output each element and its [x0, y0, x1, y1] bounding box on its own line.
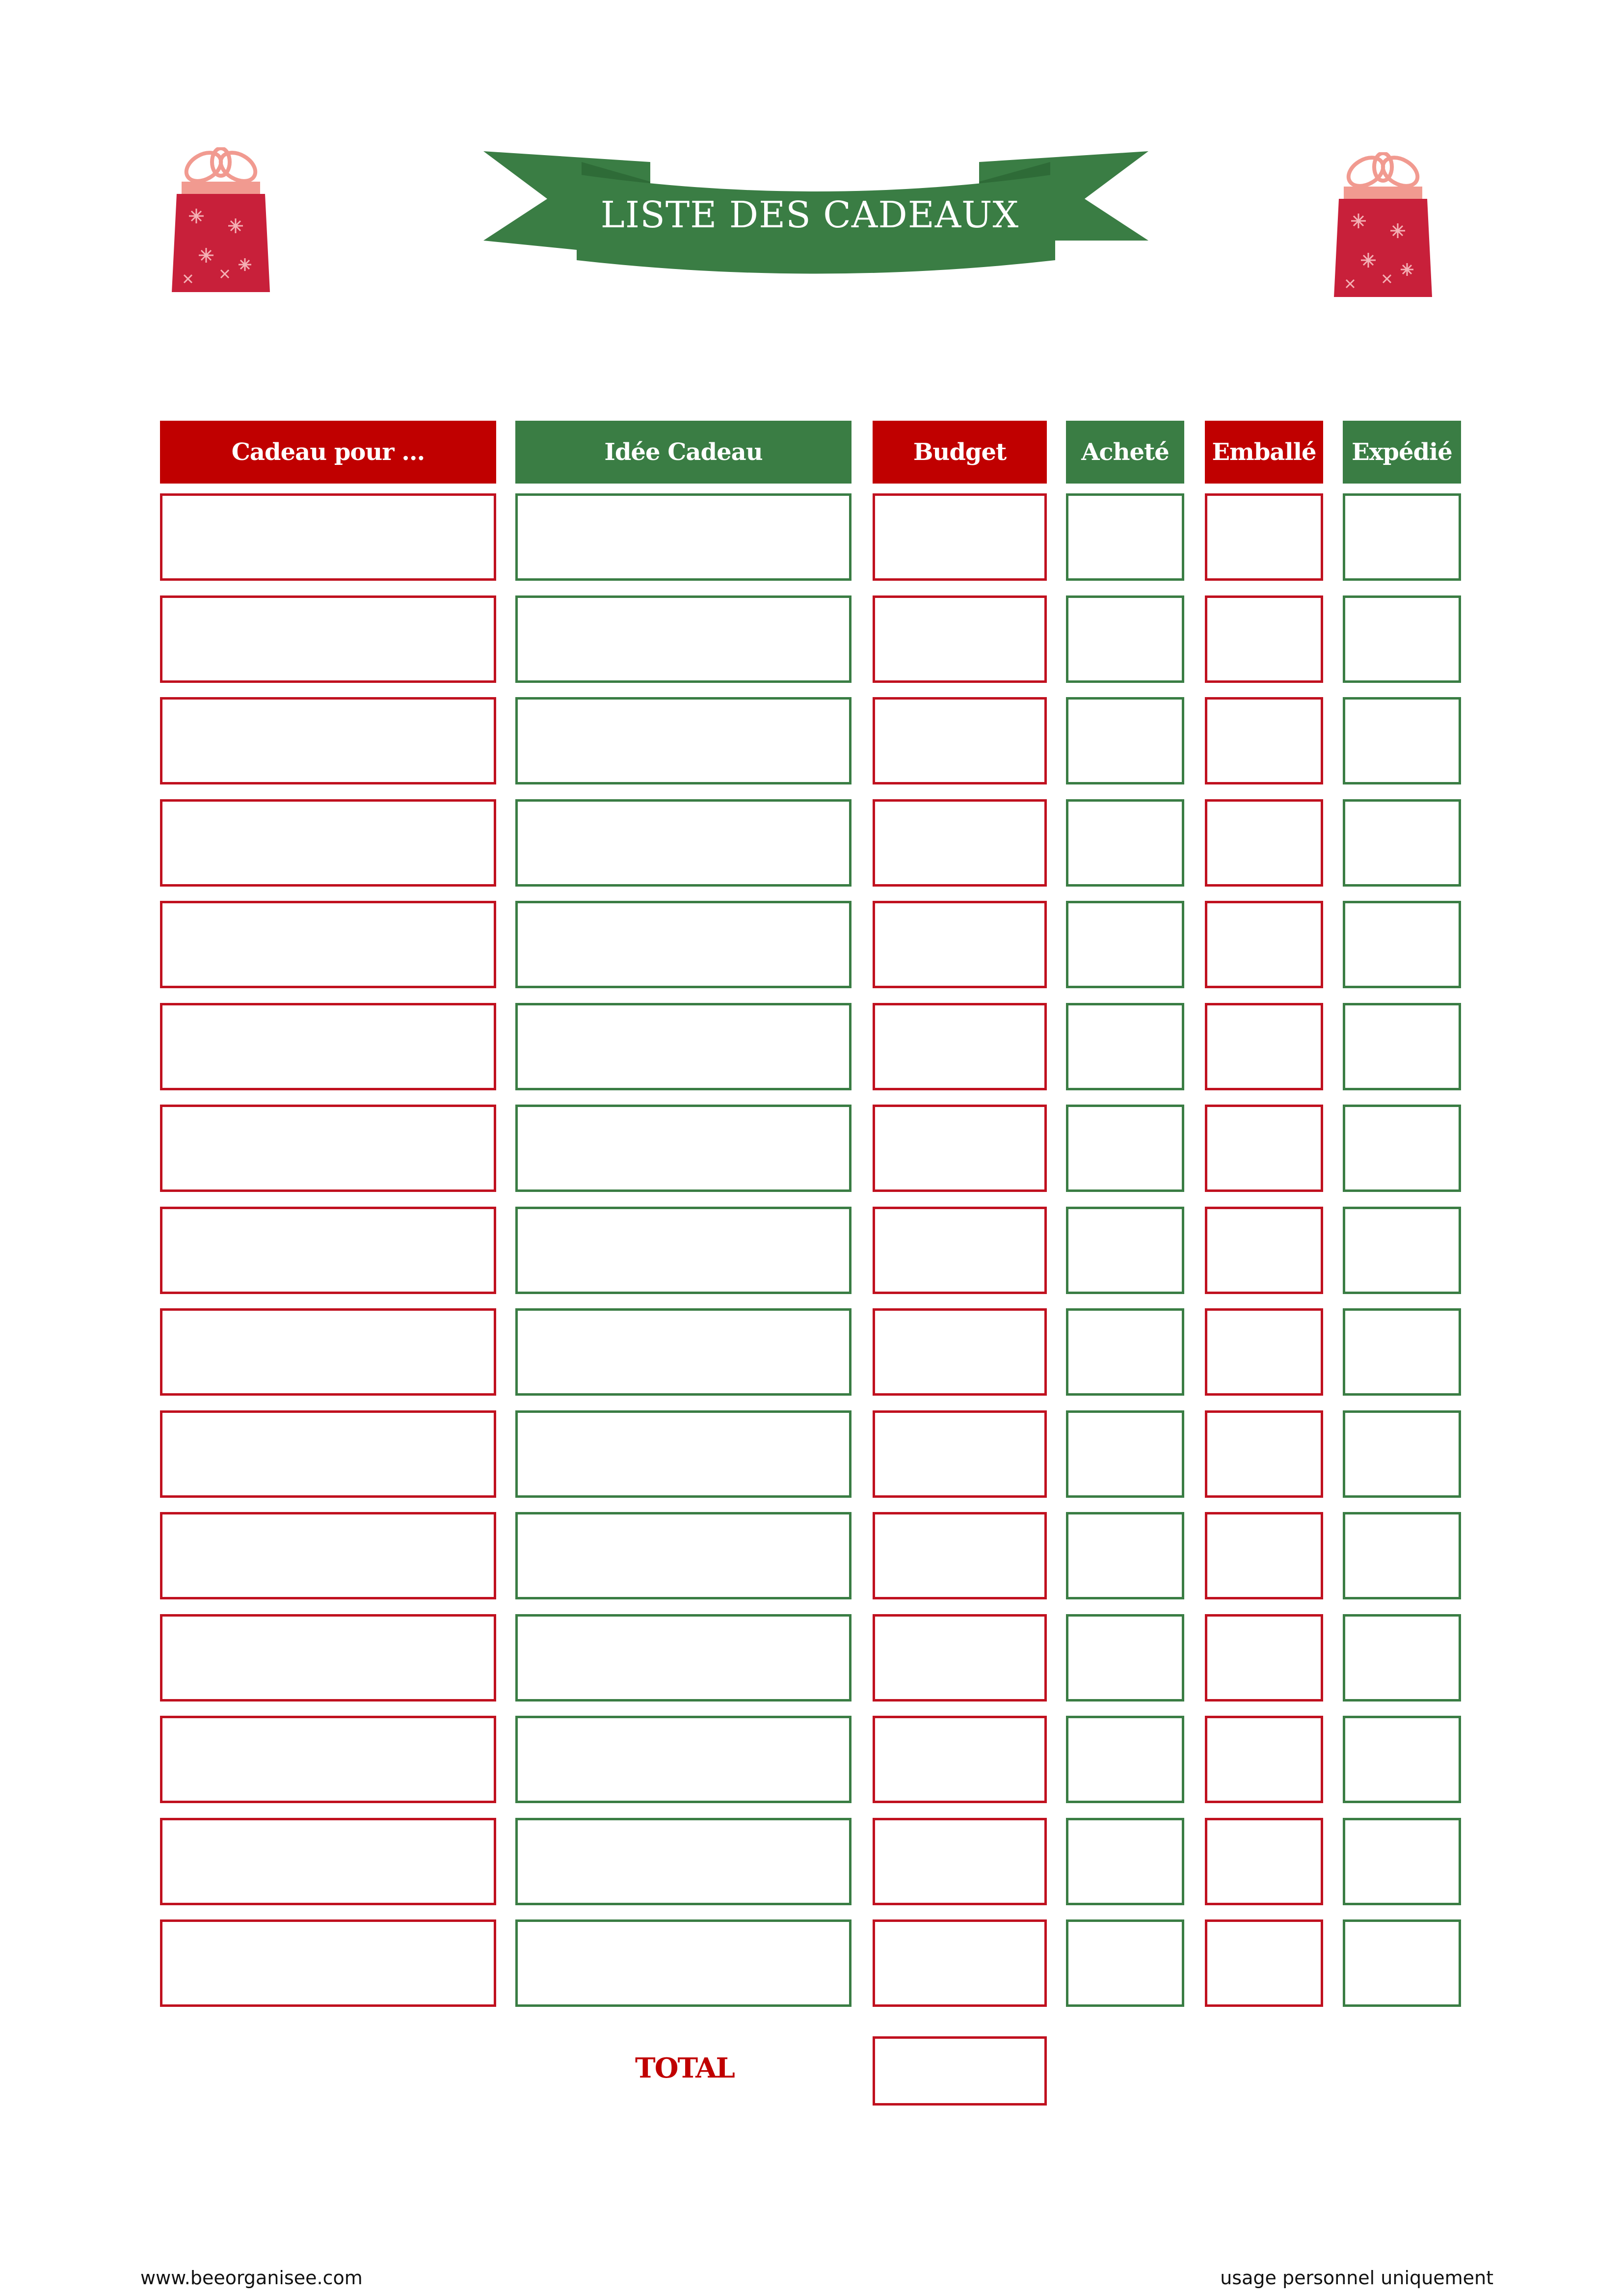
budget-field[interactable]: [873, 1003, 1047, 1090]
gift-idea-field[interactable]: [515, 799, 851, 887]
wrapped-checkbox[interactable]: [1205, 595, 1323, 683]
bought-checkbox[interactable]: [1066, 1919, 1184, 2007]
budget-field[interactable]: [873, 799, 1047, 887]
bought-checkbox[interactable]: [1066, 799, 1184, 887]
header-expedie: Expédié: [1343, 421, 1461, 484]
budget-field[interactable]: [873, 901, 1047, 988]
recipient-field[interactable]: [160, 1308, 496, 1396]
footer-usage-note: usage personnel uniquement: [1220, 2267, 1493, 2289]
header-cadeau-pour: Cadeau pour …: [160, 421, 496, 484]
gift-box-icon: [1324, 152, 1442, 299]
bought-checkbox[interactable]: [1066, 1614, 1184, 1702]
shipped-checkbox[interactable]: [1343, 1614, 1461, 1702]
budget-field[interactable]: [873, 1308, 1047, 1396]
budget-field[interactable]: [873, 1818, 1047, 1905]
recipient-field[interactable]: [160, 1919, 496, 2007]
wrapped-checkbox[interactable]: [1205, 493, 1323, 581]
total-budget-field[interactable]: [873, 2036, 1047, 2106]
bought-checkbox[interactable]: [1066, 1207, 1184, 1294]
shipped-checkbox[interactable]: [1343, 1818, 1461, 1905]
footer-website: www.beeorganisee.com: [140, 2267, 363, 2289]
wrapped-checkbox[interactable]: [1205, 799, 1323, 887]
recipient-field[interactable]: [160, 1614, 496, 1702]
shipped-checkbox[interactable]: [1343, 595, 1461, 683]
header-idee-cadeau: Idée Cadeau: [515, 421, 851, 484]
wrapped-checkbox[interactable]: [1205, 1716, 1323, 1803]
shipped-checkbox[interactable]: [1343, 1308, 1461, 1396]
recipient-field[interactable]: [160, 1716, 496, 1803]
gift-idea-field[interactable]: [515, 697, 851, 784]
wrapped-checkbox[interactable]: [1205, 1207, 1323, 1294]
wrapped-checkbox[interactable]: [1205, 1614, 1323, 1702]
gift-idea-field[interactable]: [515, 1716, 851, 1803]
wrapped-checkbox[interactable]: [1205, 1512, 1323, 1599]
gift-idea-field[interactable]: [515, 1003, 851, 1090]
gift-idea-field[interactable]: [515, 1207, 851, 1294]
shipped-checkbox[interactable]: [1343, 493, 1461, 581]
recipient-field[interactable]: [160, 697, 496, 784]
wrapped-checkbox[interactable]: [1205, 697, 1323, 784]
recipient-field[interactable]: [160, 901, 496, 988]
recipient-field[interactable]: [160, 595, 496, 683]
shipped-checkbox[interactable]: [1343, 1105, 1461, 1192]
recipient-field[interactable]: [160, 1410, 496, 1498]
wrapped-checkbox[interactable]: [1205, 1919, 1323, 2007]
shipped-checkbox[interactable]: [1343, 1410, 1461, 1498]
gift-idea-field[interactable]: [515, 1410, 851, 1498]
bought-checkbox[interactable]: [1066, 493, 1184, 581]
budget-field[interactable]: [873, 697, 1047, 784]
bought-checkbox[interactable]: [1066, 1308, 1184, 1396]
shipped-checkbox[interactable]: [1343, 697, 1461, 784]
gift-idea-field[interactable]: [515, 901, 851, 988]
gift-idea-field[interactable]: [515, 1614, 851, 1702]
recipient-field[interactable]: [160, 493, 496, 581]
budget-field[interactable]: [873, 1105, 1047, 1192]
wrapped-checkbox[interactable]: [1205, 1410, 1323, 1498]
shipped-checkbox[interactable]: [1343, 1003, 1461, 1090]
bought-checkbox[interactable]: [1066, 595, 1184, 683]
shipped-checkbox[interactable]: [1343, 1207, 1461, 1294]
bought-checkbox[interactable]: [1066, 1818, 1184, 1905]
bought-checkbox[interactable]: [1066, 1512, 1184, 1599]
shipped-checkbox[interactable]: [1343, 1919, 1461, 2007]
bought-checkbox[interactable]: [1066, 1410, 1184, 1498]
recipient-field[interactable]: [160, 799, 496, 887]
wrapped-checkbox[interactable]: [1205, 1105, 1323, 1192]
recipient-field[interactable]: [160, 1818, 496, 1905]
gift-idea-field[interactable]: [515, 1919, 851, 2007]
recipient-field[interactable]: [160, 1512, 496, 1599]
shipped-checkbox[interactable]: [1343, 901, 1461, 988]
budget-field[interactable]: [873, 1919, 1047, 2007]
bought-checkbox[interactable]: [1066, 1003, 1184, 1090]
bought-checkbox[interactable]: [1066, 901, 1184, 988]
shipped-checkbox[interactable]: [1343, 1512, 1461, 1599]
header-achete: Acheté: [1066, 421, 1184, 484]
gift-idea-field[interactable]: [515, 1105, 851, 1192]
wrapped-checkbox[interactable]: [1205, 1818, 1323, 1905]
gift-idea-field[interactable]: [515, 595, 851, 683]
budget-field[interactable]: [873, 1716, 1047, 1803]
budget-field[interactable]: [873, 493, 1047, 581]
gift-idea-field[interactable]: [515, 1512, 851, 1599]
wrapped-checkbox[interactable]: [1205, 901, 1323, 988]
budget-field[interactable]: [873, 1207, 1047, 1294]
shipped-checkbox[interactable]: [1343, 799, 1461, 887]
budget-field[interactable]: [873, 1614, 1047, 1702]
gift-box-icon: [162, 147, 280, 295]
bought-checkbox[interactable]: [1066, 697, 1184, 784]
budget-field[interactable]: [873, 1512, 1047, 1599]
wrapped-checkbox[interactable]: [1205, 1308, 1323, 1396]
budget-field[interactable]: [873, 595, 1047, 683]
budget-field[interactable]: [873, 1410, 1047, 1498]
header-emballe: Emballé: [1205, 421, 1323, 484]
gift-idea-field[interactable]: [515, 493, 851, 581]
gift-idea-field[interactable]: [515, 1308, 851, 1396]
recipient-field[interactable]: [160, 1105, 496, 1192]
wrapped-checkbox[interactable]: [1205, 1003, 1323, 1090]
recipient-field[interactable]: [160, 1003, 496, 1090]
header-budget: Budget: [873, 421, 1047, 484]
gift-idea-field[interactable]: [515, 1818, 851, 1905]
page-title: LISTE DES CADEAUX: [600, 194, 1019, 236]
total-label: TOTAL: [635, 2052, 734, 2084]
recipient-field[interactable]: [160, 1207, 496, 1294]
bought-checkbox[interactable]: [1066, 1716, 1184, 1803]
shipped-checkbox[interactable]: [1343, 1716, 1461, 1803]
bought-checkbox[interactable]: [1066, 1105, 1184, 1192]
